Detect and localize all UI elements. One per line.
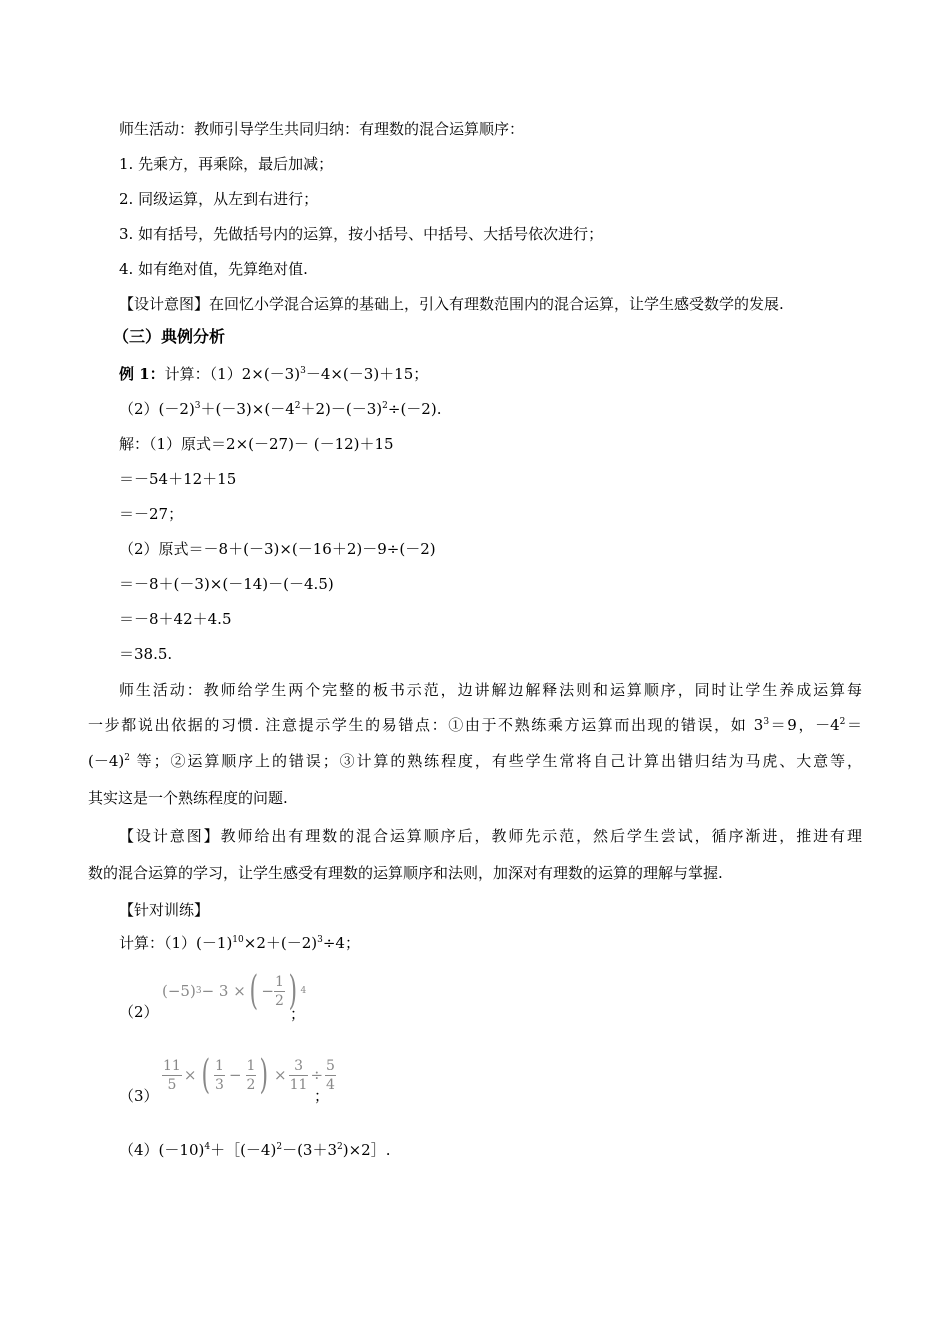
example-text: 计算：（1）2×(－3) bbox=[164, 365, 301, 383]
right-paren: ) bbox=[288, 968, 297, 1014]
exp: 4 bbox=[204, 1142, 211, 1152]
denominator: 2 bbox=[246, 1076, 256, 1093]
exp: 2 bbox=[294, 401, 301, 411]
numerator: 11 bbox=[163, 1057, 181, 1074]
example-1-part-2 bbox=[119, 399, 441, 419]
denominator: 4 bbox=[326, 1076, 335, 1093]
text: 等；②运算顺序上的错误；③计算的熟练程度，有些学生常将自己计算出错归结为马虎、大意等， bbox=[129, 752, 862, 770]
exp: 2 bbox=[839, 717, 846, 727]
times: × bbox=[274, 1066, 287, 1084]
solution-line-4: （2）原式＝－8＋(－3)×(－16＋2)－9÷(－2) bbox=[119, 540, 436, 558]
solution-line-7: ＝38.5. bbox=[119, 645, 173, 663]
text: ＝ bbox=[845, 716, 862, 734]
practice-q3-end: ； bbox=[314, 1087, 330, 1105]
activity-2-line-2 bbox=[88, 715, 862, 735]
practice-q4 bbox=[119, 1140, 390, 1160]
expr: ÷(－2). bbox=[387, 400, 442, 418]
expr: （2）(－2) bbox=[119, 400, 195, 418]
rule-1: 1. 先乘方，再乘除，最后加减； bbox=[119, 155, 334, 173]
exp: 2 bbox=[276, 1142, 283, 1152]
solution-line-6: ＝－8＋42＋4.5 bbox=[119, 610, 232, 628]
text: 计算：（1）(－1) bbox=[119, 934, 233, 952]
numerator: 1 bbox=[274, 973, 284, 990]
rule-4: 4. 如有绝对值，先算绝对值. bbox=[119, 260, 308, 278]
section-title: （三）典例分析 bbox=[113, 327, 226, 346]
denominator: 3 bbox=[215, 1076, 224, 1093]
rule-2: 2. 同级运算，从左到右进行； bbox=[119, 190, 319, 208]
practice-q2-label: （2） bbox=[119, 1003, 159, 1021]
rule-3: 3. 如有括号，先做括号内的运算，按小括号、中括号、大括号依次进行； bbox=[119, 225, 604, 243]
practice-q2-end: ； bbox=[290, 1005, 306, 1023]
numerator: 1 bbox=[215, 1057, 224, 1074]
exp: 3 bbox=[317, 935, 323, 945]
text: )×2］. bbox=[342, 1141, 391, 1159]
solution-line-2: ＝－54＋12＋15 bbox=[119, 470, 237, 488]
minus: − bbox=[228, 1066, 242, 1084]
exp: 2 bbox=[382, 401, 388, 411]
activity-2-line-4: 其实这是一个熟练程度的问题. bbox=[88, 789, 288, 807]
text: ÷4； bbox=[322, 934, 360, 952]
numerator: 5 bbox=[326, 1057, 335, 1074]
design-intent-2-line-2: 数的混合运算的学习，让学生感受有理数的运算顺序和法则，加深对有理数的运算的理解与掌握. bbox=[88, 864, 723, 882]
fraction bbox=[246, 1057, 257, 1094]
math: (−5) bbox=[162, 982, 196, 1000]
solution-line-1: 解：（1）原式＝2×(－27)－ (－12)＋15 bbox=[119, 435, 394, 453]
exp: 2 bbox=[124, 753, 130, 763]
numerator: 1 bbox=[246, 1057, 256, 1074]
design-intent-1: 【设计意图】在回忆小学混合运算的基础上，引入有理数范围内的混合运算，让学生感受数学的发展. bbox=[119, 295, 784, 313]
expr: ＋2)－(－3) bbox=[300, 400, 383, 418]
text: （4）(－10) bbox=[119, 1141, 205, 1159]
fraction bbox=[274, 973, 285, 1010]
practice-title: 【针对训练】 bbox=[119, 901, 210, 919]
left-paren: ( bbox=[201, 1052, 211, 1098]
times: × bbox=[183, 1066, 197, 1084]
text: 一步都说出依据的习惯. 注意提示学生的易错点：①由于不熟练乘方运算而出现的错误，如 3 bbox=[88, 716, 764, 734]
text: ×2＋(－2) bbox=[243, 934, 318, 952]
fraction bbox=[214, 1057, 225, 1094]
math: − bbox=[261, 982, 274, 1000]
math: − 3 × bbox=[201, 982, 246, 1000]
practice-q1 bbox=[119, 933, 360, 953]
text: ＋［(－4) bbox=[210, 1141, 277, 1159]
activity-2-line-1: 师生活动：教师给学生两个完整的板书示范，边讲解边解释法则和运算顺序，同时让学生养成运算每 bbox=[119, 681, 862, 699]
text: (－4) bbox=[88, 752, 125, 770]
practice-q2-expression: (−5) 3 − 3 × ( − $\frac{1}{2}$ ) 4 bbox=[162, 968, 307, 1014]
exp: 3 bbox=[763, 717, 770, 727]
text: －(3＋3 bbox=[282, 1141, 338, 1159]
denominator: 11 bbox=[289, 1076, 308, 1093]
example-text-rest: －4×(－3)＋15； bbox=[305, 365, 429, 383]
expr: ＋(－3)×(－4 bbox=[200, 400, 295, 418]
solution-line-5: ＝－8＋(－3)×(－14)－(－4.5) bbox=[119, 575, 334, 593]
example-1-prompt bbox=[119, 364, 428, 384]
exp: 2 bbox=[337, 1142, 343, 1152]
numerator: 3 bbox=[289, 1057, 309, 1076]
text: ＝9，－4 bbox=[769, 716, 840, 734]
exp: 3 bbox=[300, 366, 306, 376]
activity-2-line-3 bbox=[88, 751, 862, 771]
divide: ÷ bbox=[310, 1066, 324, 1084]
fraction bbox=[162, 1057, 182, 1094]
denominator: 5 bbox=[167, 1076, 177, 1093]
fraction bbox=[289, 1057, 309, 1094]
design-intent-2-line-1: 【设计意图】教师给出有理数的混合运算顺序后，教师先示范，然后学生尝试，循序渐进，推进有理 bbox=[119, 827, 862, 845]
left-paren: ( bbox=[249, 968, 258, 1014]
exp: 10 bbox=[232, 935, 244, 945]
activity-intro: 师生活动：教师引导学生共同归纳：有理数的混合运算顺序： bbox=[119, 120, 525, 138]
exp: 3 bbox=[194, 401, 201, 411]
right-paren: ) bbox=[259, 1052, 269, 1098]
practice-q3-expression bbox=[162, 1052, 336, 1098]
practice-q3-label: （3） bbox=[119, 1087, 159, 1105]
solution-line-3: ＝－27； bbox=[119, 505, 184, 523]
denominator: 2 bbox=[274, 992, 284, 1009]
example-label: 例 1： bbox=[119, 365, 165, 383]
